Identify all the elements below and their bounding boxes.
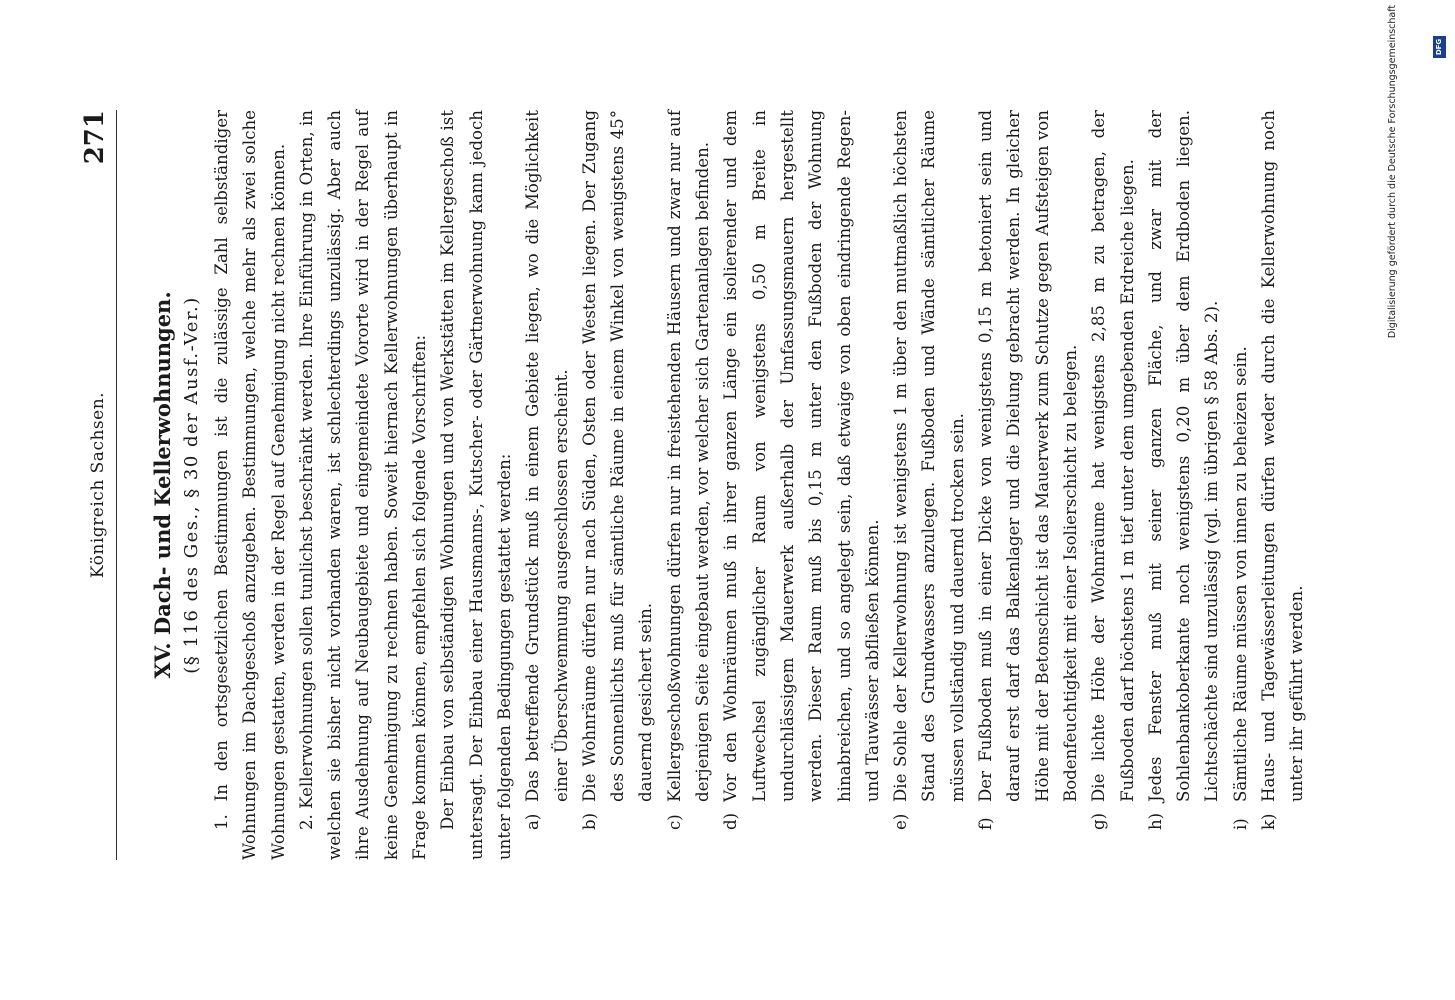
running-title: Königreich Sachsen. [88, 391, 108, 579]
list-item-label: i) [1230, 818, 1250, 830]
list-item-text: Der Fußboden muß in einer Dicke von wenigstens 0,15 m betoniert sein und darauf erst darf das Balkenlager und die Dielung gebracht werden. In gleicher Höhe mit der Betonschicht ist das Mauerwerk zum Schutze gegen Aufsteigen von Bodenfeuchtigkeit mit einer Isolierschicht zu belegen. [976, 110, 1080, 802]
dfg-logo-text: DFG [1435, 38, 1444, 56]
list-item-h [1142, 110, 1227, 860]
list-item-d [717, 110, 887, 860]
list-item-text: Jedes Fenster muß mit seiner ganzen Fläche, und zwar mit der Sohlenbankoberkante noch wenigstens 0,20 m über dem Erdboden liegen. Lichtschächte sind unzulässig (vgl. im übrigen § 58 Abs. 2). [1145, 110, 1222, 802]
list-item-text: Das betreffende Grundstück muß in einem Gebiete liegen, wo die Möglichkeit einer Überschwemmung ausgeschlossen erscheint. [523, 110, 571, 802]
list-item-text: Die Sohle der Kellerwohnung ist wenigstens 1 m über den mutmaßlich höchsten Stand des Grundwassers anzulegen. Fußboden und Wände sämtlicher Räume müssen vollständig und dauernd trocken sein. [891, 110, 967, 802]
list-item-c [661, 110, 718, 860]
list-item-label: g) [1089, 812, 1109, 830]
running-head [80, 110, 117, 860]
dfg-logo-icon [1433, 36, 1446, 58]
section-heading: XV. Dach- und Kellerwohnungen. [150, 291, 175, 679]
list-item-a [519, 110, 576, 860]
dfg-funding-text: Digitalisierung gefördert durch die Deutsche Forschungsgemeinschaft [1386, 4, 1398, 339]
paragraph-3: Der Einbau von selbständigen Wohnungen und von Werkstätten im Kellergeschoß ist untersagt. Der Einbau einer Hausmanns-, Kutscher- oder Gärtnerwohnung kann jedoch unter folgenden Bedingungen gestattet werden: [438, 110, 514, 860]
list-item-k [1255, 110, 1312, 860]
list-item-text: Kellergeschoßwohnungen dürfen nur in freistehenden Häusern und zwar nur auf derjenigen Seite eingebaut werden, vor welcher sich Gartenanlagen befinden. [664, 110, 713, 802]
section-subheading: (§ 116 des Ges., § 30 der Ausf.-Ver.) [181, 296, 202, 674]
list-item-i [1227, 110, 1255, 860]
list-item-label: f) [976, 817, 996, 830]
list-item-label: b) [579, 812, 599, 830]
list-item-e [887, 110, 972, 860]
list-item-g [1085, 110, 1142, 860]
list-item-text: Haus- und Tagewässerleitungen dürfen weder durch die Kellerwohnung noch unter ihr geführt werden. [1258, 110, 1307, 802]
list-item-text: Die Wohnräume dürfen nur nach Süden, Osten oder Westen liegen. Der Zugang des Sonnenlichts muß für sämtliche Räume in einem Winkel von wenigstens 45° dauernd gesichert sein. [579, 110, 656, 802]
paragraph-2: 2. Kellerwohnungen sollen tunlichst beschränkt werden. Ihre Einführung in Orten, in welchen sie bisher nicht vorhanden waren, ist schlechterdings unzulässig. Aber auch ihre Ausdehnung auf Neubaugebiete und eingemeindete Vororte wird in der Regel auf keine Genehmigung zu rechnen haben. Soweit hiernach Kellerwohnungen überhaupt in Frage kommen können, empfehlen sich folgende Vorschriften: [296, 110, 430, 860]
list-item-label: d) [721, 812, 741, 830]
paragraph-1: 1. In den ortsgesetzlichen Bestimmungen ist die zulässige Zahl selbständiger Wohnungen im Dachgeschoß anzugeben. Bestimmungen, welche mehr als zwei solche Wohnungen gestatten, werden in der Regel auf Genehmigung nicht rechnen können. [212, 110, 288, 860]
list-item-b [576, 110, 661, 860]
list-item-f [972, 110, 1085, 860]
list-item-label: c) [664, 814, 684, 830]
list-item-text: Die lichte Höhe der Wohnräume hat wenigstens 2,85 m zu betragen, der Fußboden darf höchstens 1 m tief unter dem umgebenden Erdreiche liegen. [1089, 110, 1137, 802]
page-number: 271 [80, 110, 110, 165]
list-item-label: k) [1258, 813, 1278, 830]
dfg-margin-note [1386, 4, 1447, 339]
list-item-label: h) [1145, 812, 1165, 830]
list-item-text: Sämtliche Räume müssen von innen zu beheizen sein. [1230, 346, 1250, 802]
list-item-label: e) [891, 813, 911, 830]
page-content [130, 110, 1312, 860]
list-item-text: Vor den Wohnräumen muß in ihrer ganzen Länge ein isolierender und dem Luftwechsel zugänglicher Raum von wenigstens 0,50 m Breite in undurchlässigem Mauerwerk außerhalb der Umfassungsmauern hergestellt werden. Dieser Raum muß bis 0,15 m unter den Fußboden der Wohnung hinabreichen, und so angelegt sein, daß etwaige von oben eindringende Regen- und Tauwässer abfließen können. [721, 110, 882, 802]
list-item-label: a) [523, 813, 543, 830]
